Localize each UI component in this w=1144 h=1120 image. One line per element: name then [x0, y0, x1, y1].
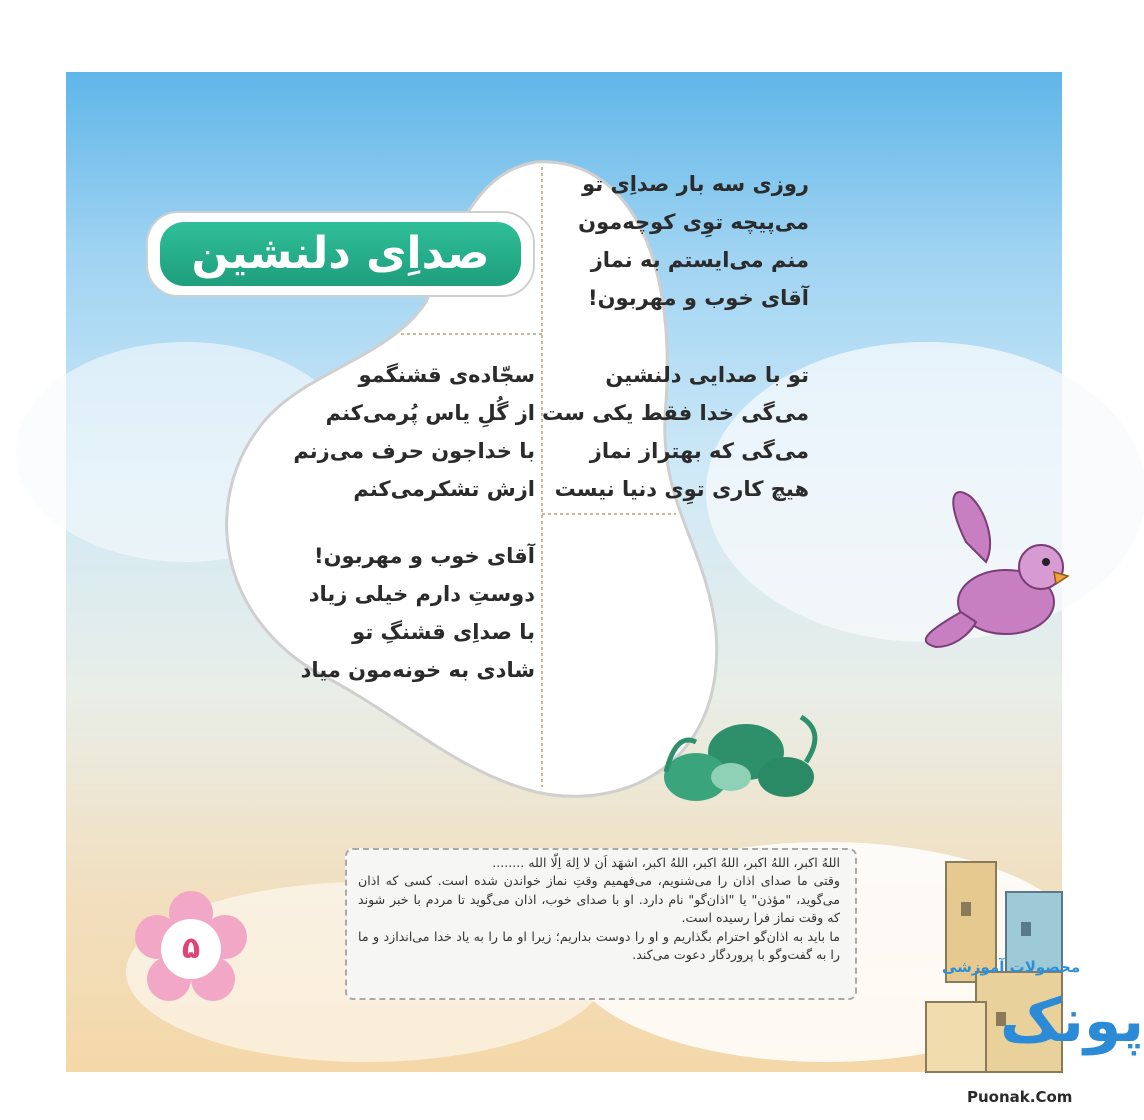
brand-url: Puonak.Com — [967, 1088, 1073, 1106]
stanza-line: می‌گی خدا فقط یکی ست — [542, 401, 809, 425]
stanza-line: می‌گی که بهتراز نماز — [589, 439, 809, 463]
stanza-line: تو با صدایی دلنشین — [605, 363, 809, 387]
stanza-2 — [542, 356, 809, 508]
stanza-line: با خداجون حرف می‌زنم — [293, 439, 535, 463]
poem-title: صداِی دلنشین — [160, 222, 521, 286]
stanza-line: روزی سه بار صداِی تو — [582, 172, 809, 196]
stanza-line: شادی به خونه‌مون میاد — [300, 658, 535, 682]
info-text — [358, 854, 840, 964]
stanza-line: آقای خوب و مهربون! — [314, 544, 535, 568]
stanza-line: دوستِ دارم خیلی زیاد — [308, 582, 535, 606]
brand-logo: پونک — [1000, 986, 1144, 1056]
info-paragraph: وقتی ما صدای اذان را می‌شنویم، می‌فهمیم وقتِ نماز خواندن شده است. کسی که اذان می‌گوید، "مؤذن" یا "اذان‌گو" نام دارد. او با صدای خوب، اذان می‌گوید تا مردم با خبر شوند که وقت نماز فرا رسیده است. — [358, 873, 840, 926]
info-paragraph: ما باید به اذان‌گو احترام بگذاریم و او را دوست بداریم؛ زیرا او ما را به یاد خدا می‌اندازد و ما را به گفت‌وگو با پروردگار دعوت می‌کند. — [358, 928, 840, 963]
stanza-line: آقای خوب و مهربون! — [588, 286, 809, 310]
stanza-line: از گُلِ یاس پُرمی‌کنم — [325, 401, 535, 425]
stanza-line: ازش تشکرمی‌کنم — [353, 477, 535, 501]
page-number: ۵ — [168, 926, 214, 972]
info-paragraph: اللهُ اکبر، اللهُ اکبر، اللهُ اکبر، اللهُ اکبر، اشهَد اَن لا اِلهَ اِلّا الله ........ — [492, 855, 840, 870]
stanza-line: سجّاده‌ی قشنگمو — [358, 363, 535, 387]
stanza-4 — [301, 537, 535, 689]
stanza-1 — [578, 165, 809, 317]
stanza-line: با صداِی قشنگِ تو — [352, 620, 535, 644]
stanza-line: منم می‌ایستم به نماز — [590, 248, 809, 272]
stanza-3 — [293, 356, 535, 508]
stanza-line: می‌پیچه توِی کوچه‌مون — [578, 210, 809, 234]
stanza-line: هیچ کاری توِی دنیا نیست — [554, 477, 809, 501]
brand-tagline: محصولات آموزشی — [942, 958, 1081, 976]
